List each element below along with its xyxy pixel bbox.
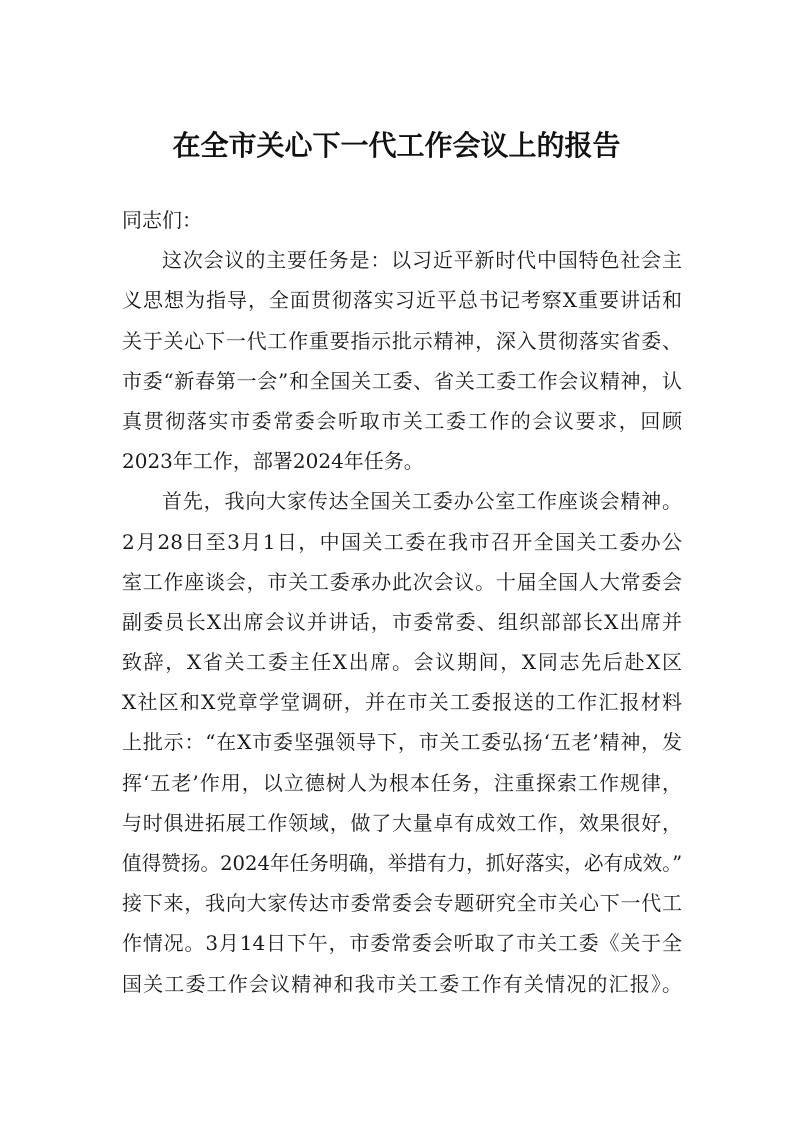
salutation: 同志们：: [122, 208, 202, 232]
body-line: 市委“新春第一会”和全国关工委、省关工委工作会议精神，认: [122, 368, 682, 393]
body-line: 接下来，我向大家传达市委常委会专题研究全市关心下一代工: [122, 891, 682, 916]
body-line: 与时俱进拓展工作领域，做了大量卓有成效工作，效果很好，: [122, 810, 682, 835]
body-line: 上批示：“在X市委坚强领导下，市关工委弘扬‘五老’精神，发: [122, 730, 682, 755]
body-line: 真贯彻落实市委常委会听取市关工委工作的会议要求，回顾: [122, 408, 682, 433]
body-line: 2023年工作，部署2024年任务。: [122, 449, 424, 474]
body-line: 作情况。3月14日下午，市委常委会听取了市关工委《关于全: [122, 931, 682, 956]
body-line: 首先，我向大家传达全国关工委办公室工作座谈会精神。: [162, 489, 682, 514]
body-line: 国关工委工作会议精神和我市关工委工作有关情况的汇报》。: [122, 971, 682, 996]
document-title: 在全市关心下一代工作会议上的报告: [172, 129, 621, 162]
body-line: 关于关心下一代工作重要指示批示精神，深入贯彻落实省委、: [122, 328, 682, 353]
body-line: 这次会议的主要任务是：以习近平新时代中国特色社会主: [162, 248, 682, 273]
body-line: 室工作座谈会，市关工委承办此次会议。十届全国人大常委会: [122, 569, 682, 594]
document-body: [122, 200, 682, 1004]
body-line: 挥‘五老’作用，以立德树人为根本任务，注重探索工作规律，: [122, 770, 682, 795]
body-line: 致辞，X省关工委主任X出席。会议期间，X同志先后赴X区: [122, 650, 682, 675]
body-line: 副委员长X出席会议并讲话，市委常委、组织部部长X出席并: [122, 609, 682, 634]
body-line: X社区和X党章学堂调研，并在市关工委报送的工作汇报材料: [122, 690, 682, 715]
body-line: 2月28日至3月1日，中国关工委在我市召开全国关工委办公: [122, 529, 682, 554]
body-line: 义思想为指导，全面贯彻落实习近平总书记考察X重要讲话和: [122, 288, 682, 313]
body-line: 值得赞扬。2024年任务明确，举措有力，抓好落实，必有成效。”: [122, 851, 683, 875]
